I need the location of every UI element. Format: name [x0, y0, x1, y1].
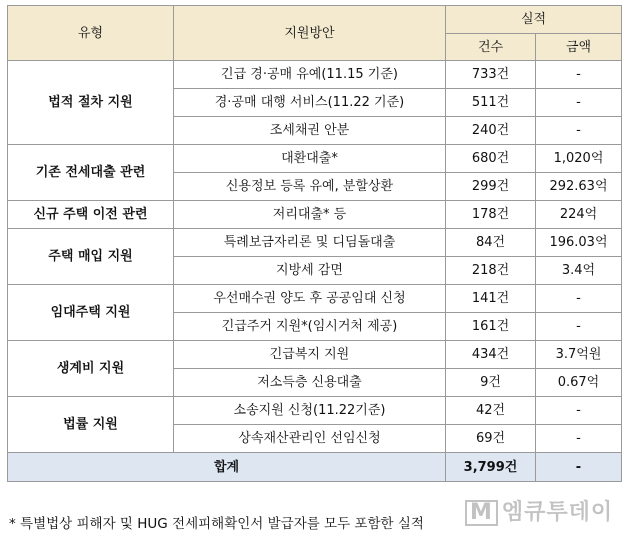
method-cell: 지방세 감면	[174, 257, 446, 285]
category-cell: 법률 지원	[8, 397, 174, 453]
method-cell: 저소득층 신용대출	[174, 369, 446, 397]
method-cell: 상속재산관리인 선임신청	[174, 425, 446, 453]
amount-cell: -	[536, 397, 622, 425]
category-cell: 생계비 지원	[8, 341, 174, 397]
table-row	[8, 61, 622, 89]
amount-cell: 196.03억	[536, 229, 622, 257]
amount-cell: 3.7억원	[536, 341, 622, 369]
amount-cell: -	[536, 425, 622, 453]
method-cell: 대환대출*	[174, 145, 446, 173]
count-cell: 434건	[446, 341, 536, 369]
method-cell: 저리대출* 등	[174, 201, 446, 229]
amount-cell: -	[536, 89, 622, 117]
count-cell: 299건	[446, 173, 536, 201]
category-cell: 법적 절차 지원	[8, 61, 174, 145]
count-cell: 218건	[446, 257, 536, 285]
category-cell: 임대주택 지원	[8, 285, 174, 341]
category-cell: 주택 매입 지원	[8, 229, 174, 285]
amount-cell: -	[536, 61, 622, 89]
method-cell: 긴급복지 지원	[174, 341, 446, 369]
count-cell: 141건	[446, 285, 536, 313]
table-row	[8, 201, 622, 229]
amount-cell: 1,020억	[536, 145, 622, 173]
count-cell: 733건	[446, 61, 536, 89]
table-row	[8, 285, 622, 313]
count-cell: 178건	[446, 201, 536, 229]
count-cell: 511건	[446, 89, 536, 117]
watermark-text: 엠큐투데이	[501, 500, 614, 525]
method-cell: 소송지원 신청(11.22기준)	[174, 397, 446, 425]
count-cell: 9건	[446, 369, 536, 397]
category-cell: 기존 전세대출 관련	[8, 145, 174, 201]
amount-cell: -	[536, 285, 622, 313]
header-performance: 실적	[446, 6, 622, 34]
count-cell: 69건	[446, 425, 536, 453]
amount-cell: -	[536, 117, 622, 145]
count-cell: 161건	[446, 313, 536, 341]
count-cell: 680건	[446, 145, 536, 173]
count-cell: 240건	[446, 117, 536, 145]
watermark-logo	[465, 495, 613, 526]
method-cell: 긴급주거 지원*(임시거처 제공)	[174, 313, 446, 341]
method-cell: 조세채권 안분	[174, 117, 446, 145]
amount-cell: -	[536, 313, 622, 341]
header-type: 유형	[8, 6, 174, 61]
total-count: 3,799건	[446, 453, 536, 482]
support-performance-table	[7, 5, 622, 482]
method-cell: 특례보금자리론 및 디딤돌대출	[174, 229, 446, 257]
table-row	[8, 397, 622, 425]
table-row	[8, 145, 622, 173]
footnote: * 특별법상 피해자 및 HUG 전세피해확인서 발급자를 모두 포함한 실적	[9, 516, 424, 532]
total-label: 합계	[8, 453, 446, 482]
amount-cell: 3.4억	[536, 257, 622, 285]
total-row	[8, 453, 622, 482]
count-cell: 42건	[446, 397, 536, 425]
amount-cell: 224억	[536, 201, 622, 229]
method-cell: 신용정보 등록 유예, 분할상환	[174, 173, 446, 201]
table-row	[8, 341, 622, 369]
watermark-box: M	[465, 500, 498, 526]
total-amount: -	[536, 453, 622, 482]
method-cell: 우선매수권 양도 후 공공임대 신청	[174, 285, 446, 313]
count-cell: 84건	[446, 229, 536, 257]
method-cell: 경·공매 대행 서비스(11.22 기준)	[174, 89, 446, 117]
category-cell: 신규 주택 이전 관련	[8, 201, 174, 229]
header-count: 건수	[446, 34, 536, 61]
table-row	[8, 229, 622, 257]
amount-cell: 292.63억	[536, 173, 622, 201]
header-method: 지원방안	[174, 6, 446, 61]
method-cell: 긴급 경·공매 유예(11.15 기준)	[174, 61, 446, 89]
header-amount: 금액	[536, 34, 622, 61]
amount-cell: 0.67억	[536, 369, 622, 397]
